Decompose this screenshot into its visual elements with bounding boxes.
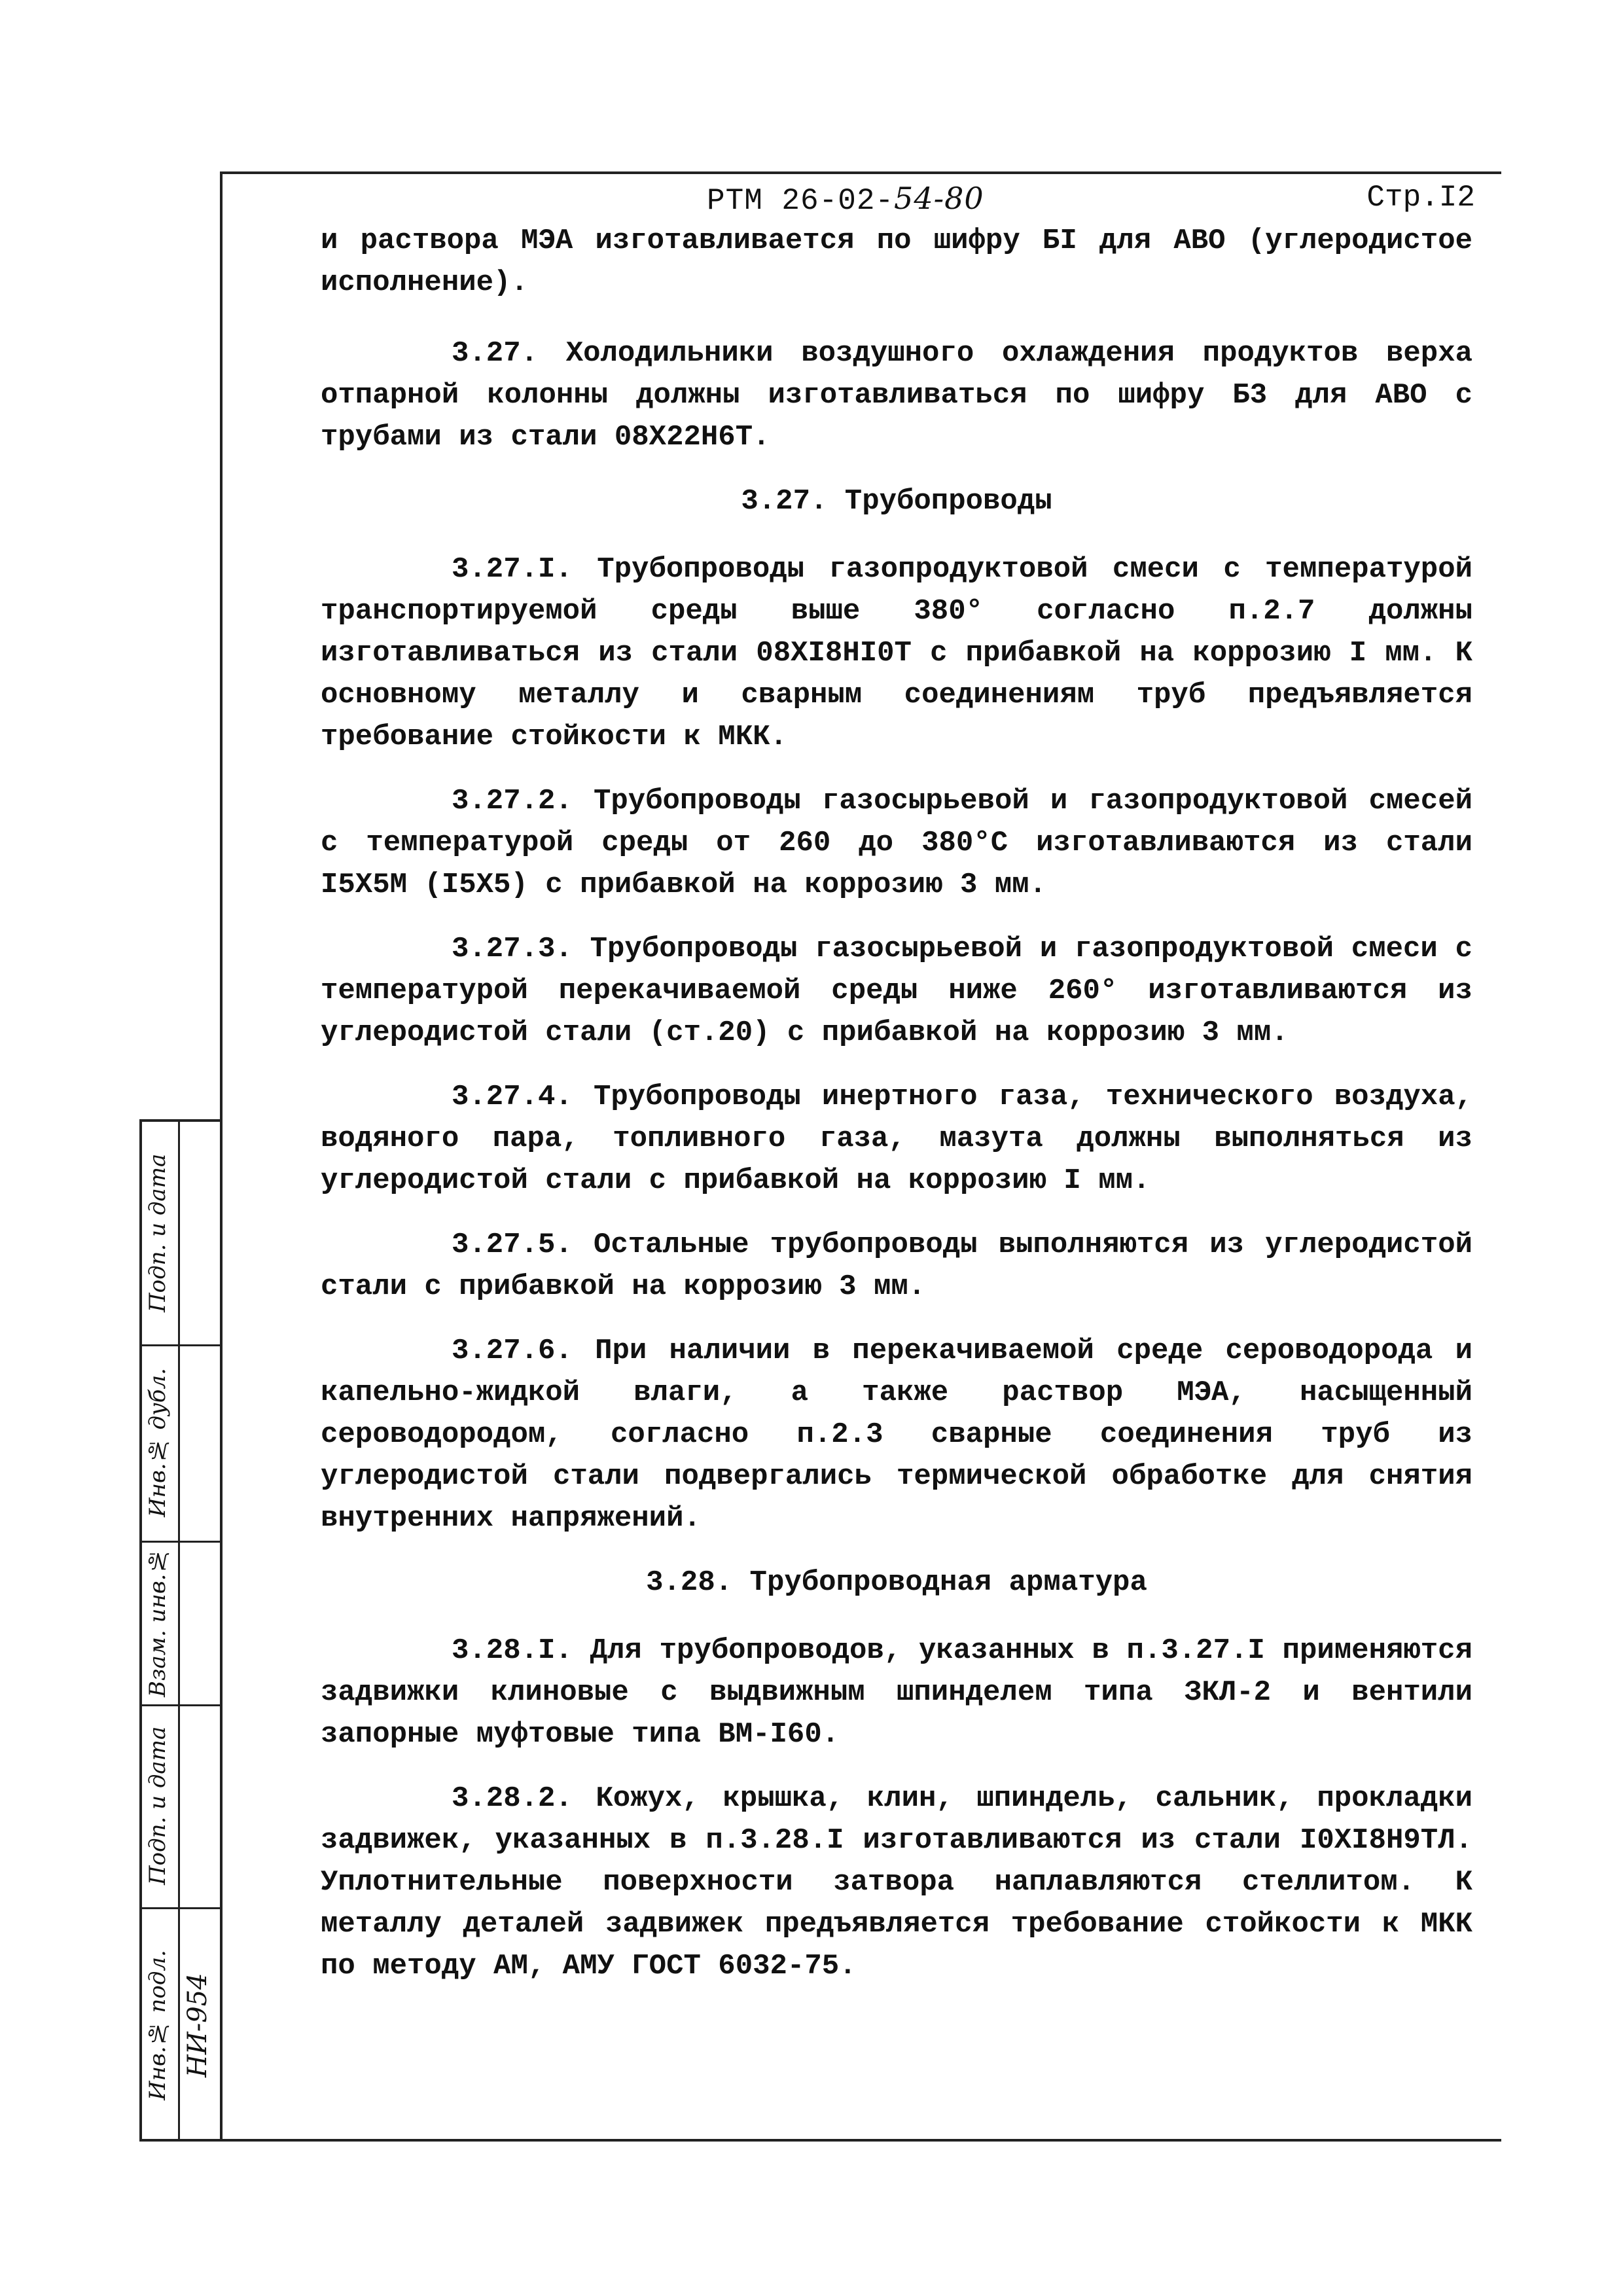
document-code-handwritten: 54-80: [894, 181, 984, 216]
document-code: [707, 181, 984, 218]
stamp-value-original-inv: НИ-954: [183, 1973, 213, 2077]
stamp-row-divider: [142, 1344, 220, 1346]
document-body: [321, 220, 1472, 2009]
section-heading-pipelines: 3.27. Трубопроводы: [741, 485, 1052, 518]
page-header: [223, 181, 1501, 220]
paragraph-continuation: и раствора МЭА изготавливается по шифру БI для АВО (углеродистое исполнение).: [321, 224, 1472, 299]
paragraph-3-27-5: 3.27.5. Остальные трубопроводы выполняются из углеродистой стали с прибавкой на коррозию 3 мм.: [321, 1229, 1472, 1303]
paragraph-3-27-6: 3.27.6. При наличии в перекачиваемой среде сероводорода и капельно-жидкой влаги, а также раствор МЭА, насыщенный сероводородом, согласно п.2.3 сварные соединения труб из углеродистой стали подвергались термической обработке для снятия внутренних напряжений.: [321, 1335, 1472, 1535]
page-frame: [220, 171, 1501, 2142]
paragraph-3-27-3: 3.27.3. Трубопроводы газосырьевой и газопродуктовой смеси с температурой перекачиваемой среды ниже 260° изготавливаются из углеродистой стали (ст.20) с прибавкой на коррозию 3 мм.: [321, 933, 1472, 1049]
page-number: Стр.I2: [1366, 181, 1475, 215]
stamp-label-dup-inv: Инв.№ дубл.: [145, 1368, 171, 1517]
paragraph-3-27-4: 3.27.4. Трубопроводы инертного газа, технического воздуха, водяного пара, топливного газа, мазута должны выполняться из углеродистой стали с прибавкой на коррозию I мм.: [321, 1081, 1472, 1197]
stamp-row-divider: [142, 1541, 220, 1543]
stamp-column-divider: [178, 1122, 180, 2139]
margin-stamp-table: [139, 1119, 223, 2142]
paragraph-3-28-2: 3.28.2. Кожух, крышка, клин, шпиндель, сальник, прокладки задвижек, указанных в п.3.28.I изготавливаются из стали I0ХI8Н9ТЛ. Уплотнительные поверхности затвора наплавляются стеллитом. К металлу деталей задвижек предъявляется требование стойкости к МКК по методу АМ, АМУ ГОСТ 6032-75.: [321, 1782, 1472, 1982]
stamp-label-sign-date-1: Подп. и дата: [145, 1153, 171, 1313]
paragraph-3-27-1: 3.27.I. Трубопроводы газопродуктовой смеси с температурой транспортируемой среды выше 380° согласно п.2.7 должны изготавливаться из стали 08ХI8НI0Т с прибавкой на коррозию I мм. К основному металлу и сварным соединениям труб предъявляется требование стойкости к МКК.: [321, 553, 1472, 753]
section-heading-pipeline-valves: 3.28. Трубопроводная арматура: [646, 1566, 1147, 1599]
document-code-prefix: РТМ 26-02-: [707, 184, 895, 218]
stamp-row-divider: [142, 1907, 220, 1909]
stamp-label-replace-inv: Взам. инв.№: [145, 1547, 171, 1698]
stamp-row-divider: [142, 1704, 220, 1706]
paragraph-3-27-2: 3.27.2. Трубопроводы газосырьевой и газопродуктовой смесей с температурой среды от 260 до 380°С изготавливаются из стали I5Х5М (I5Х5) с прибавкой на коррозию 3 мм.: [321, 785, 1472, 901]
stamp-label-sign-date-2: Подп. и дата: [145, 1726, 171, 1886]
stamp-label-original-inv: Инв.№ подл.: [145, 1950, 171, 2100]
paragraph-3-27-coolers: 3.27. Холодильники воздушного охлаждения продуктов верха отпарной колонны должны изготавливаться по шифру Б3 для АВО с трубами из стали 08Х22Н6Т.: [321, 337, 1472, 454]
paragraph-3-28-1: 3.28.I. Для трубопроводов, указанных в п.3.27.I применяются задвижки клиновые с выдвижным шпинделем типа ЗКЛ-2 и вентили запорные муфтовые типа ВМ-I60.: [321, 1634, 1472, 1751]
